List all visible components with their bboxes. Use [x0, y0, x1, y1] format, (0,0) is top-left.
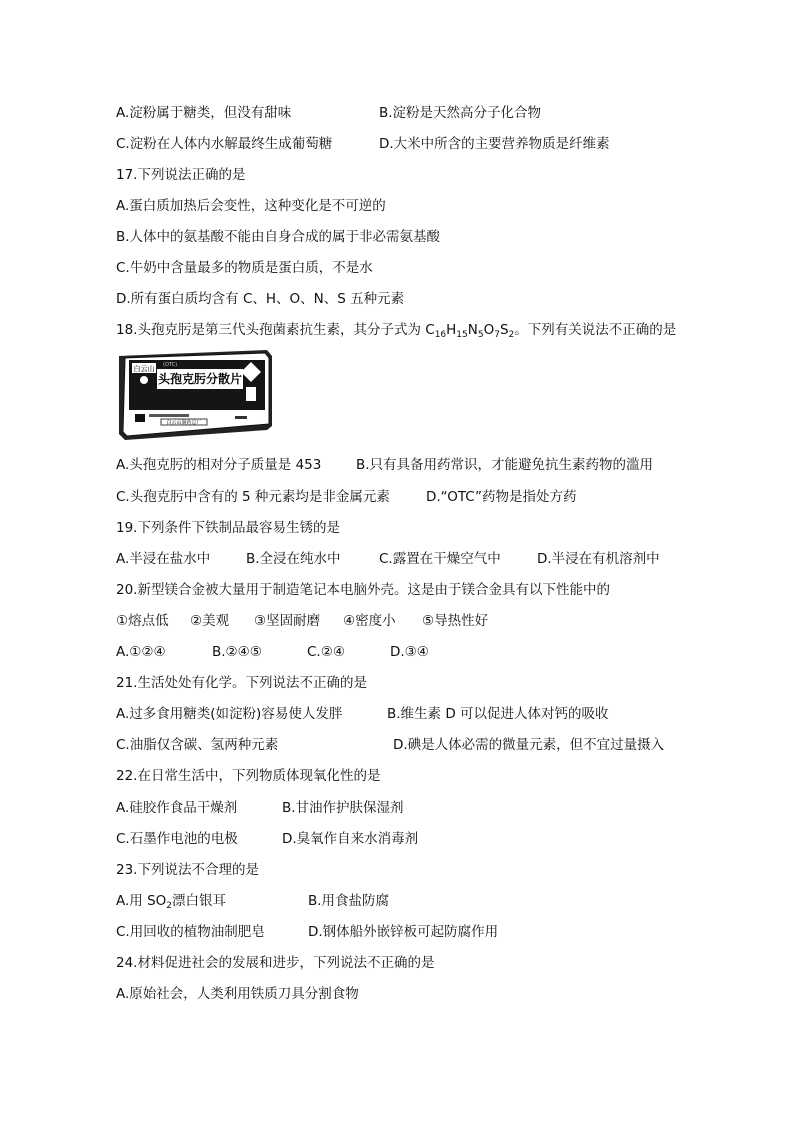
q16-option-c: C.淀粉在人体内水解最终生成葡萄糖 [116, 136, 333, 152]
q20-option-b: B.②④⑤ [212, 644, 262, 660]
q16-option-a: A.淀粉属于糖类，但没有甜味 [116, 105, 292, 121]
q19-option-a: A.半浸在盐水中 [116, 551, 211, 567]
q18-option-a: A.头孢克肟的相对分子质量是 453 [116, 457, 322, 473]
q23-option-c: C.用回收的植物油制肥皂 [116, 924, 265, 940]
q18-option-d: D.“OTC”药物是指处方药 [426, 489, 577, 505]
q23-option-b: B.用食盐防腐 [308, 893, 390, 909]
q20-property-2: ②美观 [190, 613, 230, 629]
q18-option-b: B.只有具备用药常识，才能避免抗生素药物的滥用 [356, 457, 654, 473]
q21-option-d: D.碘是人体必需的微量元素，但不宜过量摄入 [393, 737, 665, 753]
q19-option-c: C.露置在干燥空气中 [379, 551, 501, 567]
q22-option-a: A.硅胶作食品干燥剂 [116, 800, 238, 816]
medicine-box-image [117, 350, 274, 442]
q20-property-4: ④密度小 [343, 613, 396, 629]
q20-option-d: D.③④ [390, 644, 429, 660]
q16-option-b: B.淀粉是天然高分子化合物 [379, 105, 542, 121]
q20-property-5: ⑤导热性好 [422, 613, 489, 629]
q17-option-c: C.牛奶中含量最多的物质是蛋白质，不是水 [116, 260, 373, 276]
q17-stem: 17.下列说法正确的是 [116, 167, 246, 183]
box-otc: (OTC) [163, 362, 178, 368]
q20-option-c: C.②④ [307, 644, 345, 660]
q19-stem: 19.下列条件下铁制品最容易生锈的是 [116, 520, 340, 536]
q24-option-a: A.原始社会，人类利用铁质刀具分割食物 [116, 986, 359, 1002]
q16-option-d: D.大米中所含的主要营养物质是纤维素 [379, 136, 610, 152]
q20-stem: 20.新型镁合金被大量用于制造笔记本电脑外壳。这是由于镁合金具有以下性能中的 [116, 582, 610, 598]
q21-option-c: C.油脂仅含碳、氢两种元素 [116, 737, 279, 753]
q19-option-b: B.全浸在纯水中 [246, 551, 341, 567]
q23-stem: 23.下列说法不合理的是 [116, 862, 259, 878]
q23-option-d: D.钢体船外嵌锌板可起防腐作用 [308, 924, 499, 940]
q18-stem: 18.头孢克肟是第三代头孢菌素抗生素，其分子式为 $C_{16}H_{15}N_5O_7S_2$。下列有关说法不正确的是 [116, 322, 677, 340]
q17-option-a: A.蛋白质加热后会变性，这种变化是不可逆的 [116, 198, 386, 214]
q20-property-1: ①熔点低 [116, 613, 169, 629]
q20-option-a: A.①②④ [116, 644, 166, 660]
q21-option-a: A.过多食用糖类(如淀粉)容易使人发胖 [116, 706, 343, 722]
q24-stem: 24.材料促进社会的发展和进步，下列说法不正确的是 [116, 955, 435, 971]
q21-stem: 21.生活处处有化学。下列说法不正确的是 [116, 675, 367, 691]
q17-option-d: D.所有蛋白质均含有 C、H、O、N、S 五种元素 [116, 291, 405, 307]
q20-property-3: ③坚固耐磨 [254, 613, 321, 629]
q18-option-c: C.头孢克肟中含有的 5 种元素均是非金属元素 [116, 489, 390, 505]
q22-stem: 22.在日常生活中，下列物质体现氧化性的是 [116, 768, 381, 784]
q22-option-d: D.臭氧作自来水消毒剂 [282, 831, 419, 847]
box-product-name: 头孢克肟分散片 [157, 372, 243, 386]
q17-option-b: B.人体中的氨基酸不能由自身合成的属于非必需氨基酸 [116, 229, 441, 245]
q22-option-c: C.石墨作电池的电极 [116, 831, 238, 847]
q21-option-b: B.维生素 D 可以促进人体对钙的吸收 [387, 706, 609, 722]
q22-option-b: B.甘油作护肤保湿剂 [282, 800, 404, 816]
box-brand: 白云山 [133, 365, 155, 373]
q23-option-a: A.用 $SO_2$漂白银耳 [116, 893, 227, 911]
q19-option-d: D.半浸在有机溶剂中 [537, 551, 660, 567]
box-maker: 白云山制药总厂 [166, 420, 202, 426]
